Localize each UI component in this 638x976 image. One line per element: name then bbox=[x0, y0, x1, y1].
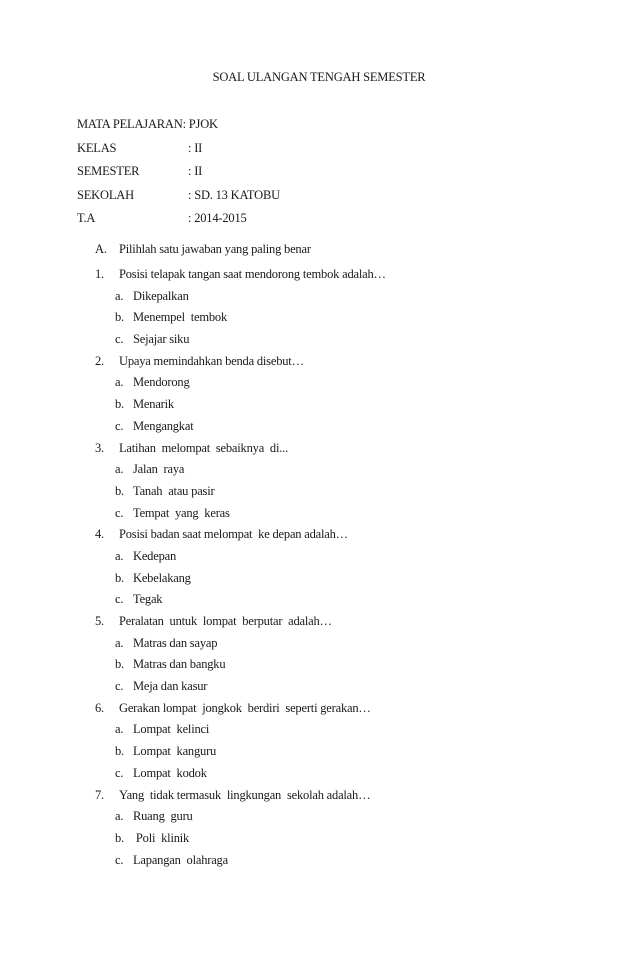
question-number: 3. bbox=[95, 440, 104, 455]
question-3 bbox=[95, 440, 386, 527]
header-row-class bbox=[77, 140, 280, 164]
option-text: Tempat yang keras bbox=[133, 505, 230, 520]
option-text: Kedepan bbox=[133, 548, 177, 563]
option-b bbox=[95, 570, 386, 592]
option-letter: b. bbox=[115, 483, 124, 498]
question-stem bbox=[95, 440, 386, 462]
option-letter: c. bbox=[115, 332, 124, 347]
option-text: Meja dan kasur bbox=[133, 679, 208, 694]
header-value-class: : II bbox=[188, 140, 203, 155]
option-letter: c. bbox=[115, 765, 124, 780]
question-number: 4. bbox=[95, 527, 104, 542]
option-text: Mendorong bbox=[133, 375, 190, 390]
option-letter: a. bbox=[115, 635, 124, 650]
option-letter: b. bbox=[115, 657, 124, 672]
header-label-class: KELAS bbox=[77, 140, 117, 155]
question-text: Posisi telapak tangan saat mendorong tembok adalah… bbox=[119, 267, 386, 281]
question-list bbox=[95, 266, 386, 873]
header-row-academic-year bbox=[77, 210, 280, 234]
question-text: Yang tidak termasuk lingkungan sekolah adalah… bbox=[119, 787, 371, 802]
question-stem bbox=[95, 787, 386, 809]
option-text: Lompat kanguru bbox=[133, 744, 217, 759]
document-header bbox=[77, 116, 280, 234]
option-c bbox=[95, 505, 386, 527]
question-4 bbox=[95, 526, 386, 613]
option-b bbox=[95, 483, 386, 505]
option-letter: a. bbox=[115, 375, 124, 390]
question-text: Upaya memindahkan benda disebut… bbox=[119, 353, 304, 368]
option-c bbox=[95, 591, 386, 613]
option-letter: c. bbox=[115, 852, 124, 867]
option-text: Kebelakang bbox=[133, 570, 191, 585]
option-a bbox=[95, 721, 386, 743]
question-stem bbox=[95, 266, 386, 288]
question-number: 7. bbox=[95, 787, 104, 802]
option-letter: a. bbox=[115, 462, 124, 477]
question-stem bbox=[95, 613, 386, 635]
question-2 bbox=[95, 353, 386, 440]
header-row-semester bbox=[77, 163, 280, 187]
header-label-subject: MATA PELAJARAN bbox=[77, 117, 183, 131]
option-a bbox=[95, 461, 386, 483]
option-c bbox=[95, 765, 386, 787]
option-letter: b. bbox=[115, 744, 124, 759]
option-letter: b. bbox=[115, 310, 124, 325]
question-5 bbox=[95, 613, 386, 700]
question-number: 5. bbox=[95, 614, 104, 628]
option-b bbox=[95, 396, 386, 418]
option-text: Lapangan olahraga bbox=[133, 852, 228, 867]
document-title: SOAL ULANGAN TENGAH SEMESTER bbox=[212, 70, 426, 84]
option-text: Poli klinik bbox=[133, 830, 190, 845]
option-a bbox=[95, 808, 386, 830]
option-text: Ruang guru bbox=[133, 809, 193, 824]
option-a bbox=[95, 548, 386, 570]
option-c bbox=[95, 852, 386, 874]
option-text: Matras dan bangku bbox=[133, 657, 226, 672]
question-number: 6. bbox=[95, 700, 104, 715]
header-value-academic-year: : 2014-2015 bbox=[188, 211, 247, 225]
header-value-semester: : II bbox=[188, 164, 203, 178]
option-letter: a. bbox=[115, 548, 124, 563]
option-a bbox=[95, 374, 386, 396]
header-value-subject: : PJOK bbox=[182, 117, 218, 131]
option-b bbox=[95, 743, 386, 765]
header-row-subject bbox=[77, 116, 280, 140]
option-a bbox=[95, 288, 386, 310]
question-stem bbox=[95, 526, 386, 548]
option-text: Matras dan sayap bbox=[133, 635, 218, 650]
header-label-academic-year: T.A bbox=[77, 211, 96, 225]
option-letter: b. bbox=[115, 397, 124, 412]
question-number: 2. bbox=[95, 353, 104, 368]
option-text: Dikepalkan bbox=[133, 288, 189, 303]
header-value-school: : SD. 13 KATOBU bbox=[188, 187, 280, 202]
option-text: Menempel tembok bbox=[133, 310, 227, 325]
option-letter: b. bbox=[115, 570, 124, 585]
option-text: Lompat kelinci bbox=[133, 722, 210, 737]
option-text: Menarik bbox=[133, 397, 174, 412]
header-row-school bbox=[77, 187, 280, 211]
option-c bbox=[95, 418, 386, 440]
instructions-marker: A. bbox=[95, 242, 107, 256]
question-text: Peralatan untuk lompat berputar adalah… bbox=[119, 614, 332, 628]
option-b bbox=[95, 309, 386, 331]
question-7 bbox=[95, 787, 386, 874]
option-letter: c. bbox=[115, 592, 124, 607]
option-text: Tanah atau pasir bbox=[133, 483, 215, 498]
question-text: Gerakan lompat jongkok berdiri seperti gerakan… bbox=[119, 700, 371, 715]
question-6 bbox=[95, 700, 386, 787]
question-stem bbox=[95, 353, 386, 375]
header-label-school: SEKOLAH bbox=[77, 187, 134, 202]
question-stem bbox=[95, 700, 386, 722]
option-b bbox=[95, 656, 386, 678]
option-text: Lompat kodok bbox=[133, 765, 207, 780]
option-letter: c. bbox=[115, 505, 124, 520]
option-text: Tegak bbox=[133, 592, 163, 607]
instructions bbox=[95, 242, 311, 257]
option-c bbox=[95, 678, 386, 700]
option-text: Mengangkat bbox=[133, 418, 194, 433]
header-label-semester: SEMESTER bbox=[77, 164, 140, 178]
question-number: 1. bbox=[95, 267, 104, 281]
instructions-text: Pilihlah satu jawaban yang paling benar bbox=[119, 242, 311, 256]
option-letter: c. bbox=[115, 679, 124, 694]
option-letter: c. bbox=[115, 418, 124, 433]
option-c bbox=[95, 331, 386, 353]
question-text: Posisi badan saat melompat ke depan adalah… bbox=[119, 527, 348, 542]
option-b bbox=[95, 830, 386, 852]
option-text: Jalan raya bbox=[133, 462, 185, 477]
option-a bbox=[95, 635, 386, 657]
option-letter: a. bbox=[115, 288, 124, 303]
question-text: Latihan melompat sebaiknya di... bbox=[119, 440, 288, 455]
option-letter: b. bbox=[115, 830, 124, 845]
option-text: Sejajar siku bbox=[133, 332, 190, 347]
option-letter: a. bbox=[115, 809, 124, 824]
question-1 bbox=[95, 266, 386, 353]
option-letter: a. bbox=[115, 722, 124, 737]
